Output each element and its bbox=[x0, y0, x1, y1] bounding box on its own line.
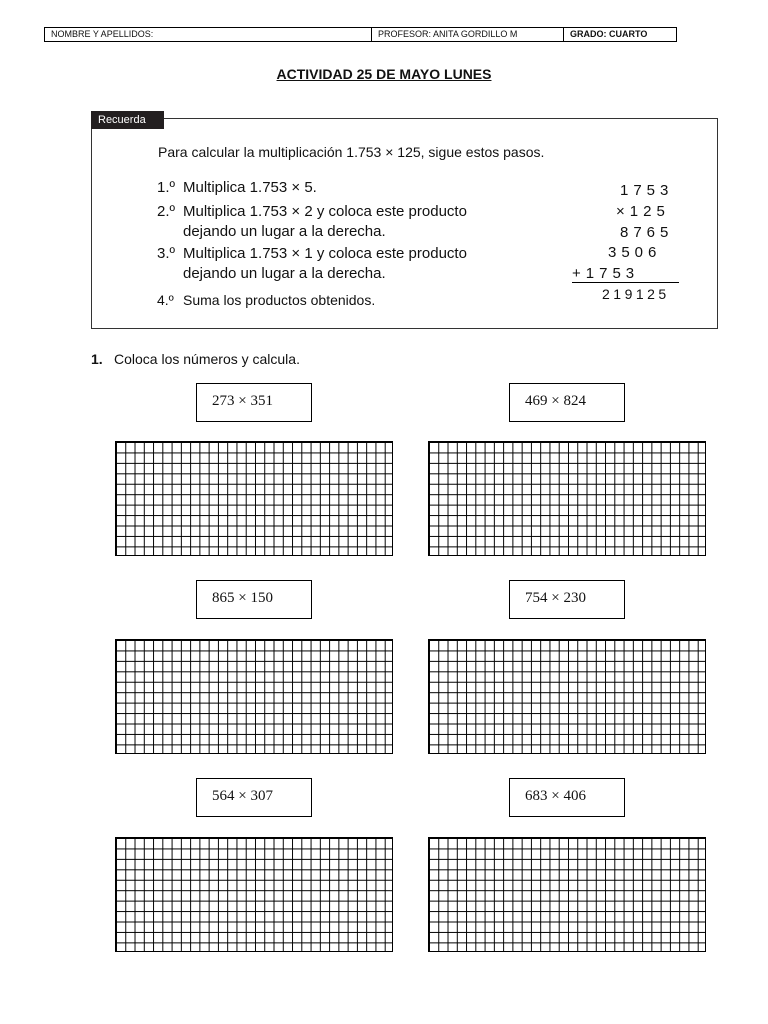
calc-partial-2: 3506 bbox=[608, 244, 662, 261]
step-number: 3.º bbox=[157, 245, 175, 262]
operation-box: 683 × 406 bbox=[509, 778, 625, 817]
teacher-label: PROFESOR: ANITA GORDILLO M bbox=[372, 28, 564, 41]
answer-grid[interactable] bbox=[115, 441, 393, 556]
step-1 bbox=[157, 178, 317, 198]
answer-grid[interactable] bbox=[428, 837, 706, 952]
grade-label: GRADO: CUARTO bbox=[570, 29, 648, 39]
answer-grid[interactable] bbox=[428, 639, 706, 754]
calc-result: 219125 bbox=[602, 286, 670, 302]
step-number: 2.º bbox=[157, 203, 175, 220]
exercise-heading bbox=[91, 351, 300, 367]
calc-multiplier: ×125 bbox=[616, 203, 670, 220]
step-text-continued: dejando un lugar a la derecha. bbox=[183, 265, 386, 282]
step-text: Suma los productos obtenidos. bbox=[183, 292, 376, 308]
operation-box: 865 × 150 bbox=[196, 580, 312, 619]
step-4 bbox=[157, 290, 375, 310]
answer-grid[interactable] bbox=[428, 441, 706, 556]
step-number: 4.º bbox=[157, 292, 174, 308]
step-number: 1.º bbox=[157, 179, 175, 196]
remember-tag: Recuerda bbox=[91, 111, 164, 129]
step-text-continued: dejando un lugar a la derecha. bbox=[183, 223, 386, 240]
calc-sum-line bbox=[572, 282, 679, 283]
step-text: Multiplica 1.753 × 2 y coloca este producto bbox=[183, 203, 467, 220]
answer-grid[interactable] bbox=[115, 639, 393, 754]
exercise-instruction: Coloca los números y calcula. bbox=[114, 351, 300, 367]
operation-box: 273 × 351 bbox=[196, 383, 312, 422]
calc-partial-3: +1753 bbox=[572, 265, 640, 282]
calc-multiplicand: 1753 bbox=[620, 182, 674, 199]
page-title: ACTIVIDAD 25 DE MAYO LUNES bbox=[276, 66, 492, 82]
operation-box: 469 × 824 bbox=[509, 383, 625, 422]
remember-intro: Para calcular la multiplicación 1.753 × 125, sigue estos pasos. bbox=[158, 144, 545, 160]
calc-partial-1: 8765 bbox=[620, 224, 674, 241]
exercise-number: 1. bbox=[91, 351, 103, 367]
student-name-field[interactable]: NOMBRE Y APELLIDOS: bbox=[45, 28, 372, 41]
step-2 bbox=[157, 202, 467, 242]
header-table bbox=[44, 27, 677, 42]
step-text: Multiplica 1.753 × 5. bbox=[183, 179, 317, 196]
answer-grid[interactable] bbox=[115, 837, 393, 952]
operation-box: 754 × 230 bbox=[509, 580, 625, 619]
step-text: Multiplica 1.753 × 1 y coloca este producto bbox=[183, 245, 467, 262]
operation-box: 564 × 307 bbox=[196, 778, 312, 817]
step-3 bbox=[157, 244, 467, 284]
